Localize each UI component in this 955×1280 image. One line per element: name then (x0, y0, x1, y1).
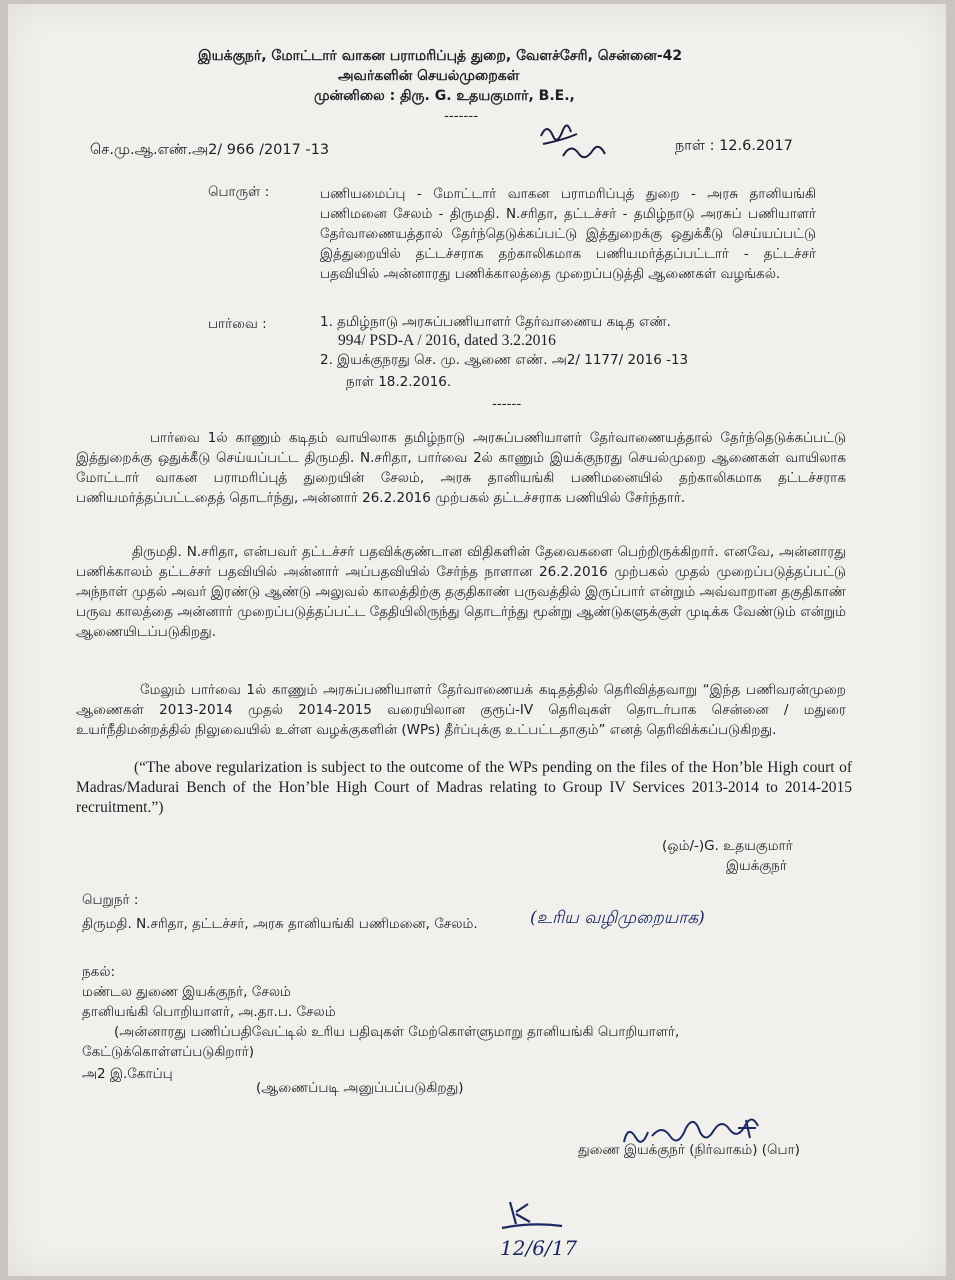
initials-signature-icon (533, 118, 623, 164)
paragraph-1: பார்வை 1ல் காணும் கடிதம் வாயிலாக தமிழ்நாடு அரசுப்பணியாளர் தேர்வாணையத்தால் தேர்ந்தெடுக்கப்பட்டு இத்துறைக்கு ஒதுக்கீடு செய்யப்பட்ட திருமதி. N.சரிதா, பார்வை 2ல் காணும் இயக்குநரது செயல்முறை ஆணைகள் வாயிலாக மோட்டார் வாகன பராமரிப்புத் துறையின் சேலம், அரசு தானியங்கி பணிமனையில் தற்காலிகமாக தட்டச்சராக பணியமர்த்தப்பட்டதைத் தொடர்ந்து, அன்னார் 26.2.2016 முற்பகல் தட்டச்சராக பணியில் சேர்ந்தார். (76, 430, 846, 506)
copy-line-4: கேட்டுக்கொள்ளப்படுகிறார்) (82, 1044, 254, 1060)
reference-1-number: 994/ PSD-A / 2016, dated 3.2.2016 (338, 332, 556, 349)
reference-1: 1. தமிழ்நாடு அரசுப்பணியாளர் தேர்வாணைய கடித எண். (320, 314, 671, 330)
copy-line-6: (ஆணைப்படி அனுப்பப்படுகிறது) (256, 1080, 464, 1096)
paragraph-3: மேலும் பார்வை 1ல் காணும் அரசுப்பணியாளர் தேர்வாணையக் கடிதத்தில் தெரிவித்தவாறு “இந்த பணிவரன்முறை ஆணைகள் 2013-2014 முதல் 2014-2015 வரையிலான குரூப்-IV தெரிவுகள் தொடர்பாக சென்னை / மதுரை உயர்நீதிமன்றத்தில் நிலுவையில் உள்ள வழக்குகளின் (WPs) தீர்ப்புக்கு உட்பட்டதாகும்” எனத் தெரிவிக்கப்படுகிறது. (76, 682, 846, 738)
references-rule: ------ (492, 396, 522, 412)
reference-2: 2. இயக்குநரது செ. மு. ஆணை எண். அ2/ 1177/ 2016 -13 (320, 352, 689, 368)
handwritten-date: 12/6/17 (500, 1236, 578, 1260)
copy-line-5: அ2 இ.கோப்பு (82, 1066, 173, 1082)
recipient-text: திருமதி. N.சரிதா, தட்டச்சர், அரசு தானியங்கி பணிமனை, சேலம். (82, 916, 478, 932)
header-office: இயக்குநர், மோட்டார் வாகன பராமரிப்புத் துறை, வேளச்சேரி, சென்னை-42 (198, 48, 683, 64)
signatory-name: (ஒம்/-)G. உதயகுமார் (662, 838, 793, 854)
copy-line-3: (அன்னாரது பணிப்பதிவேட்டில் உரிய பதிவுகள் மேற்கொள்ளுமாறு தானியங்கி பொறியாளர், (114, 1024, 680, 1040)
paragraph-4-english: (“The above regularization is subject to the outcome of the WPs pending on the files of the Hon’ble High court of Madras/Madurai Bench of the Hon’ble High Court of Madras relating to Group IV Services 2013-2014 to 2014-2015 recruitment.”) (76, 759, 852, 816)
subject-text: பணியமைப்பு - மோட்டார் வாகன பராமரிப்புத் துறை - அரசு தானியங்கி பணிமனை சேலம் - திருமதி. N.சரிதா, தட்டச்சர் - தமிழ்நாடு அரசுப் பணியாளர் தேர்வாணையத்தால் தேர்ந்தெடுக்கப்பட்டு இத்துறைக்கு ஒதுக்கீடு செய்யப்பட்டு இத்துறையில் தட்டச்சராக தற்காலிகமாக பணியமர்த்தப்பட்டார் - தட்டச்சர் பதவியில் அன்னாரது பணிக்காலத்தை முறைப்படுத்தி ஆணைகள் வழங்கல். (320, 186, 816, 282)
header-present: முன்னிலை : திரு. G. உதயகுமார், B.E., (314, 88, 575, 104)
reference-number: செ.மு.ஆ.எண்.அ2/ 966 /2017 -13 (90, 142, 330, 158)
letter-date: நாள் : 12.6.2017 (675, 138, 793, 154)
header-rule: ------- (444, 108, 479, 124)
copy-line-1: மண்டல துணை இயக்குநர், சேலம் (82, 984, 291, 1000)
subject-label: பொருள் : (208, 184, 270, 200)
document-page (8, 4, 946, 1276)
recipient-label: பெறுநர் : (82, 892, 139, 908)
signatory-title: இயக்குநர் (726, 858, 787, 874)
copy-label: நகல்: (82, 964, 116, 980)
header-proceedings: அவர்களின் செயல்முறைகள் (338, 68, 520, 84)
recipient-handwritten-note: (உரிய வழிமுறையாக) (530, 908, 705, 928)
references-label: பார்வை : (208, 316, 267, 332)
paragraph-2: திருமதி. N.சரிதா, என்பவர் தட்டச்சர் பதவிக்குண்டான விதிகளின் தேவைகளை பெற்றிருக்கிறார். எனவே, அன்னாரது பணிக்காலம் தட்டச்சர் பதவியில் அன்னார் அப்பதவியில் சேர்ந்த நாளான 26.2.2016 முற்பகல் முதல் முறைப்படுத்தப்பட்டு அந்நாள் முதல் அவர் இரண்டு ஆண்டு அலுவல் காலத்திற்கு தகுதிகாண் பருவத்தில் இருப்பார் என்றும் அவ்வாறான தகுதிகாண் பருவ காலத்தை அன்னார் முறைப்படுத்தப்பட்ட தேதியிலிருந்து தொடர்ந்து மூன்று ஆண்டுகளுக்குள் முடிக்க வேண்டும் என்றும் ஆணையிடப்படுகிறது. (76, 544, 846, 640)
reference-2-date: நாள் 18.2.2016. (346, 374, 452, 390)
deputy-director-title: துணை இயக்குநர் (நிர்வாகம்) (பொ) (578, 1142, 800, 1158)
copy-line-2: தானியங்கி பொறியாளர், அ.தா.ப. சேலம் (82, 1004, 336, 1020)
